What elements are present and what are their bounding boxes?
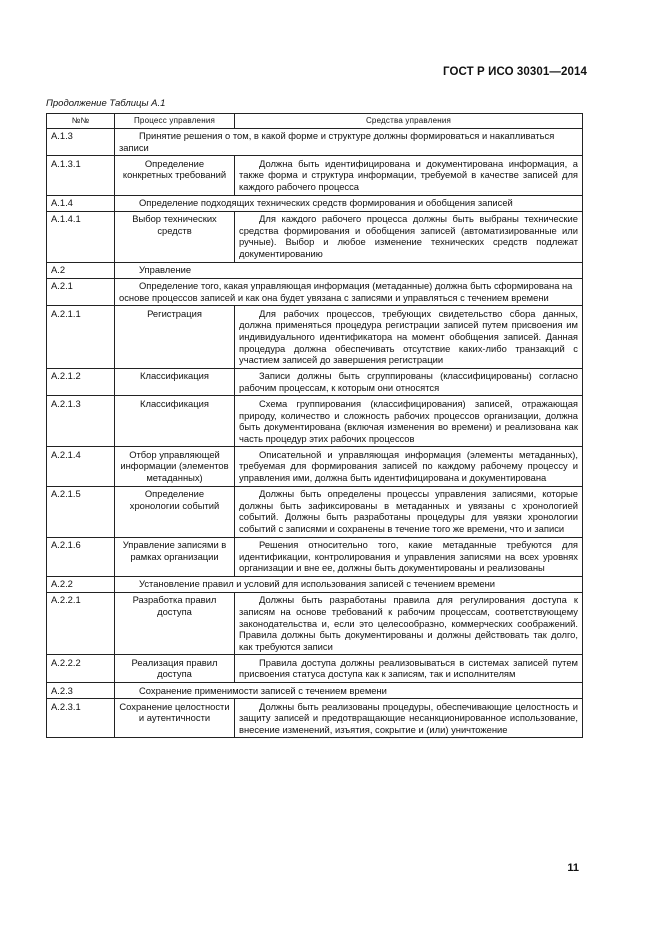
table-row bbox=[47, 195, 583, 211]
process-cell: Определение конкретных требований bbox=[115, 156, 235, 195]
section-heading-cell: Определение подходящих технических средств формирования и обобщения записей bbox=[115, 195, 583, 211]
table-row bbox=[47, 306, 583, 368]
section-heading-cell: Установление правил и условий для использования записей с течением времени bbox=[115, 576, 583, 592]
control-means-cell: Должны быть определены процессы управления записями, которые должны быть зафиксированы в метаданных и увязаны с хронологией событий. Должны быть разработаны процедуры для увязки хронологии событий с записями и сохранены в течение того же времени, что и записи bbox=[235, 486, 583, 537]
table-row bbox=[47, 368, 583, 396]
control-means-cell: Схема группирования (классифицирования) записей, отражающая природу, количество и сложность рабочих процессов организации, должна быть документирована (включая изменения во времени) и реализована как часть процедур этих рабочих процессов bbox=[235, 396, 583, 447]
process-cell: Классификация bbox=[115, 368, 235, 396]
clause-number-cell: А.2.1.6 bbox=[47, 537, 115, 576]
clause-number-cell: А.2.2.1 bbox=[47, 592, 115, 654]
control-means-cell: Правила доступа должны реализовываться в системах записей путем присвоения статуса доступа как к записям, так и исполнителям bbox=[235, 655, 583, 683]
controls-table bbox=[46, 113, 583, 738]
process-cell: Реализация правил доступа bbox=[115, 655, 235, 683]
table-row bbox=[47, 576, 583, 592]
control-means-cell: Должны быть реализованы процедуры, обеспечивающие целостность и защиту записей и предотвращающие несанкционированное использование, внесение изменений, изъятия, сокрытие и (или) уничтожение bbox=[235, 699, 583, 738]
control-means-cell: Должна быть идентифицирована и документирована информация, а также форма и структура информации, требуемой в качестве записей для каждого рабочего процесса bbox=[235, 156, 583, 195]
clause-number-cell: А.1.4 bbox=[47, 195, 115, 211]
section-heading-cell: Определение того, какая управляющая информация (метаданные) должна быть сформирована на основе процессов записей и как она будет увязана с записями и управляться с течением времени bbox=[115, 278, 583, 306]
control-means-cell: Решения относительно того, какие метаданные требуются для идентификации, контролирования и управления записями на всех уровнях организации и вне ее, должны быть документированы и реализованы bbox=[235, 537, 583, 576]
clause-number-cell: А.2.2 bbox=[47, 576, 115, 592]
clause-number-cell: А.1.4.1 bbox=[47, 211, 115, 262]
table-row bbox=[47, 396, 583, 447]
table-row bbox=[47, 655, 583, 683]
clause-number-cell: А.2.1.4 bbox=[47, 447, 115, 486]
table-header-row bbox=[47, 114, 583, 129]
clause-number-cell: А.2.1.3 bbox=[47, 396, 115, 447]
table-row bbox=[47, 278, 583, 306]
section-heading-cell: Принятие решения о том, в какой форме и структуре должны формироваться и накапливаться записи bbox=[115, 128, 583, 156]
process-cell: Выбор технических средств bbox=[115, 211, 235, 262]
process-cell: Регистрация bbox=[115, 306, 235, 368]
process-cell: Разработка правил доступа bbox=[115, 592, 235, 654]
table-row bbox=[47, 447, 583, 486]
table-row bbox=[47, 128, 583, 156]
table-row bbox=[47, 592, 583, 654]
clause-number-cell: А.2.3 bbox=[47, 683, 115, 699]
standard-designation: ГОСТ Р ИСО 30301—2014 bbox=[442, 66, 587, 78]
page-number: 11 bbox=[567, 862, 579, 874]
clause-number-cell: А.2.1.2 bbox=[47, 368, 115, 396]
table-row bbox=[47, 486, 583, 537]
clause-number-cell: А.2 bbox=[47, 262, 115, 278]
table-row bbox=[47, 211, 583, 262]
process-cell: Определение хронологии событий bbox=[115, 486, 235, 537]
control-means-cell: Описательной и управляющая информация (элементы метаданных), требуемая для формирования записей по каждому рабочему процессу и управления ими, должна быть идентифицирована и документирована bbox=[235, 447, 583, 486]
clause-number-cell: А.1.3.1 bbox=[47, 156, 115, 195]
control-means-cell: Должны быть разработаны правила для регулирования доступа к записям на основе требований к рабочим процессам, соответствующему законодательства и, если это целесообразно, коммерческих соображений. Правила должны быть документированы и должны действовать так долго, как требуются записи bbox=[235, 592, 583, 654]
clause-number-cell: А.2.1 bbox=[47, 278, 115, 306]
section-heading-cell: Управление bbox=[115, 262, 583, 278]
table-row bbox=[47, 699, 583, 738]
process-cell: Сохранение целостности и аутентичности bbox=[115, 699, 235, 738]
column-header-process: Процесс управления bbox=[115, 114, 235, 129]
table-row bbox=[47, 683, 583, 699]
process-cell: Классификация bbox=[115, 396, 235, 447]
clause-number-cell: А.2.2.2 bbox=[47, 655, 115, 683]
table-row bbox=[47, 537, 583, 576]
section-heading-cell: Сохранение применимости записей с течением времени bbox=[115, 683, 583, 699]
clause-number-cell: А.2.3.1 bbox=[47, 699, 115, 738]
column-header-number: №№ bbox=[47, 114, 115, 129]
clause-number-cell: А.2.1.1 bbox=[47, 306, 115, 368]
control-means-cell: Для каждого рабочего процесса должны быть выбраны технические средства формирования и обобщения записей (автоматизированные или ручные). Выбор и любое изменение технических средств подлежат документированию bbox=[235, 211, 583, 262]
table-continuation-caption: Продолжение Таблицы А.1 bbox=[46, 98, 166, 109]
control-means-cell: Записи должны быть сгруппированы (классифицированы) согласно рабочим процессам, к которым они относятся bbox=[235, 368, 583, 396]
process-cell: Управление записями в рамках организации bbox=[115, 537, 235, 576]
clause-number-cell: А.1.3 bbox=[47, 128, 115, 156]
control-means-cell: Для рабочих процессов, требующих свидетельство сбора данных, должна применяться процедура регистрации записей путем присвоения им индивидуального идентификатора на момент обобщения записей. Данная процедура должна обеспечивать отсутствие каких-либо транзакций с участием записей до завершения регистрации bbox=[235, 306, 583, 368]
table-row bbox=[47, 262, 583, 278]
table-row bbox=[47, 156, 583, 195]
process-cell: Отбор управляющей информации (элементов метаданных) bbox=[115, 447, 235, 486]
clause-number-cell: А.2.1.5 bbox=[47, 486, 115, 537]
column-header-means: Средства управления bbox=[235, 114, 583, 129]
